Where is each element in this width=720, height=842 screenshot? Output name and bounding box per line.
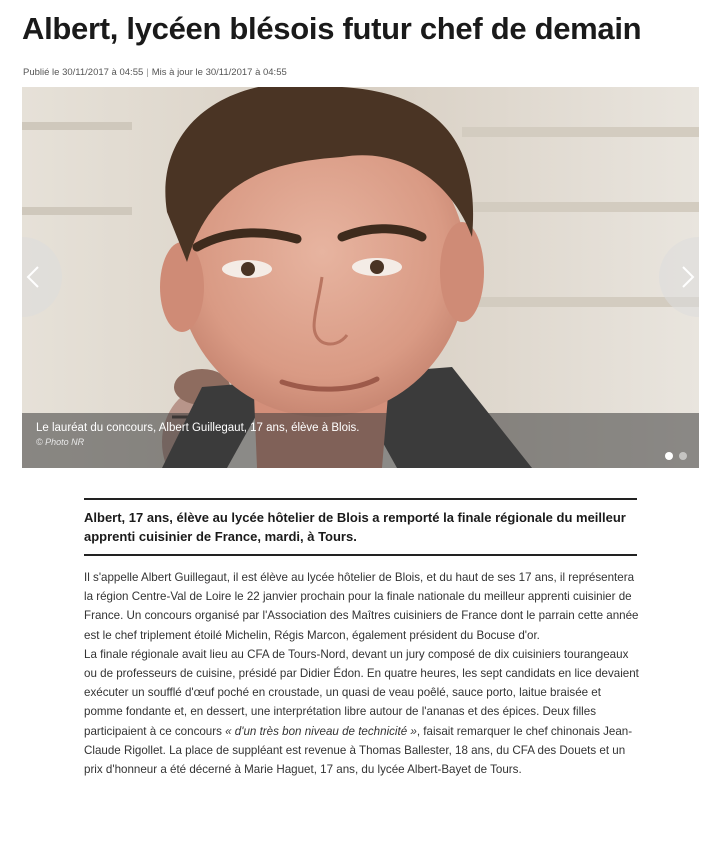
photo-slider[interactable]: [22, 87, 699, 468]
date-separator: |: [146, 67, 149, 78]
body-paragraph-2-end: , faisait remarquer le chef chinonais Jean-Claude Rigollet. La place de suppléant est revenue à Thomas Ballester, 18 ans, du CFA des Douets et un prix d'honneur a été décerné à Marie Haguet, 17 ans, du lycée Albert-Bayet de Tours.: [84, 724, 633, 777]
photo-credit: © Photo NR: [36, 437, 85, 447]
caption-text: Le lauréat du concours, Albert Guillegaut, 17 ans, élève à Blois.: [36, 422, 360, 434]
chevron-left-icon: [22, 265, 46, 289]
portrait-photo: [22, 87, 699, 468]
slider-dot-1[interactable]: [665, 452, 673, 460]
published-date: Publié le 30/11/2017 à 04:55: [23, 67, 144, 78]
body-quote: « d'un très bon niveau de technicité »: [225, 724, 417, 738]
article-title: Albert, lycéen blésois futur chef de demain: [22, 11, 642, 46]
body-paragraph-2: [84, 645, 640, 779]
article-dates: [23, 67, 287, 78]
article-lead: Albert, 17 ans, élève au lycée hôtelier de Blois a remporté la finale régionale du meilleur apprenti cuisinier de France, mardi, à Tours.: [84, 498, 637, 556]
article-body: [84, 568, 640, 779]
chevron-right-icon: [675, 265, 699, 289]
updated-date: Mis à jour le 30/11/2017 à 04:55: [151, 67, 287, 78]
body-paragraph-1: Il s'appelle Albert Guillegaut, il est élève au lycée hôtelier de Blois, et du haut de ses 17 ans, il représentera la région Centre-Val de Loire le 22 janvier prochain pour la finale nationale du meilleur apprenti cuisinier de France. Un concours organisé par l'Association des Maîtres cuisiniers de France dont le parrain cette année est le chef triplement étoilé Michelin, Régis Marcon, également président du Bocuse d'or.: [84, 571, 639, 642]
slider-dot-2[interactable]: [679, 452, 687, 460]
body-paragraph-2-start: La finale régionale avait lieu au CFA de Tours-Nord, devant un jury composé de dix cuisiniers tourangeaux ou de professeurs de cuisine, présidé par Didier Édon. En quatre heures, les sept candidats en lice devaient exécuter un soufflé d'œuf poché en croustade, un quasi de veau poêlé, sauce porto, laitue braisée et pomme fondante et, en dessert, une interprétation libre autour de l'ananas et des épices. Deux filles participaient à ce concours: [84, 647, 639, 738]
photo-caption: [22, 413, 699, 468]
slider-dots: [665, 452, 687, 460]
